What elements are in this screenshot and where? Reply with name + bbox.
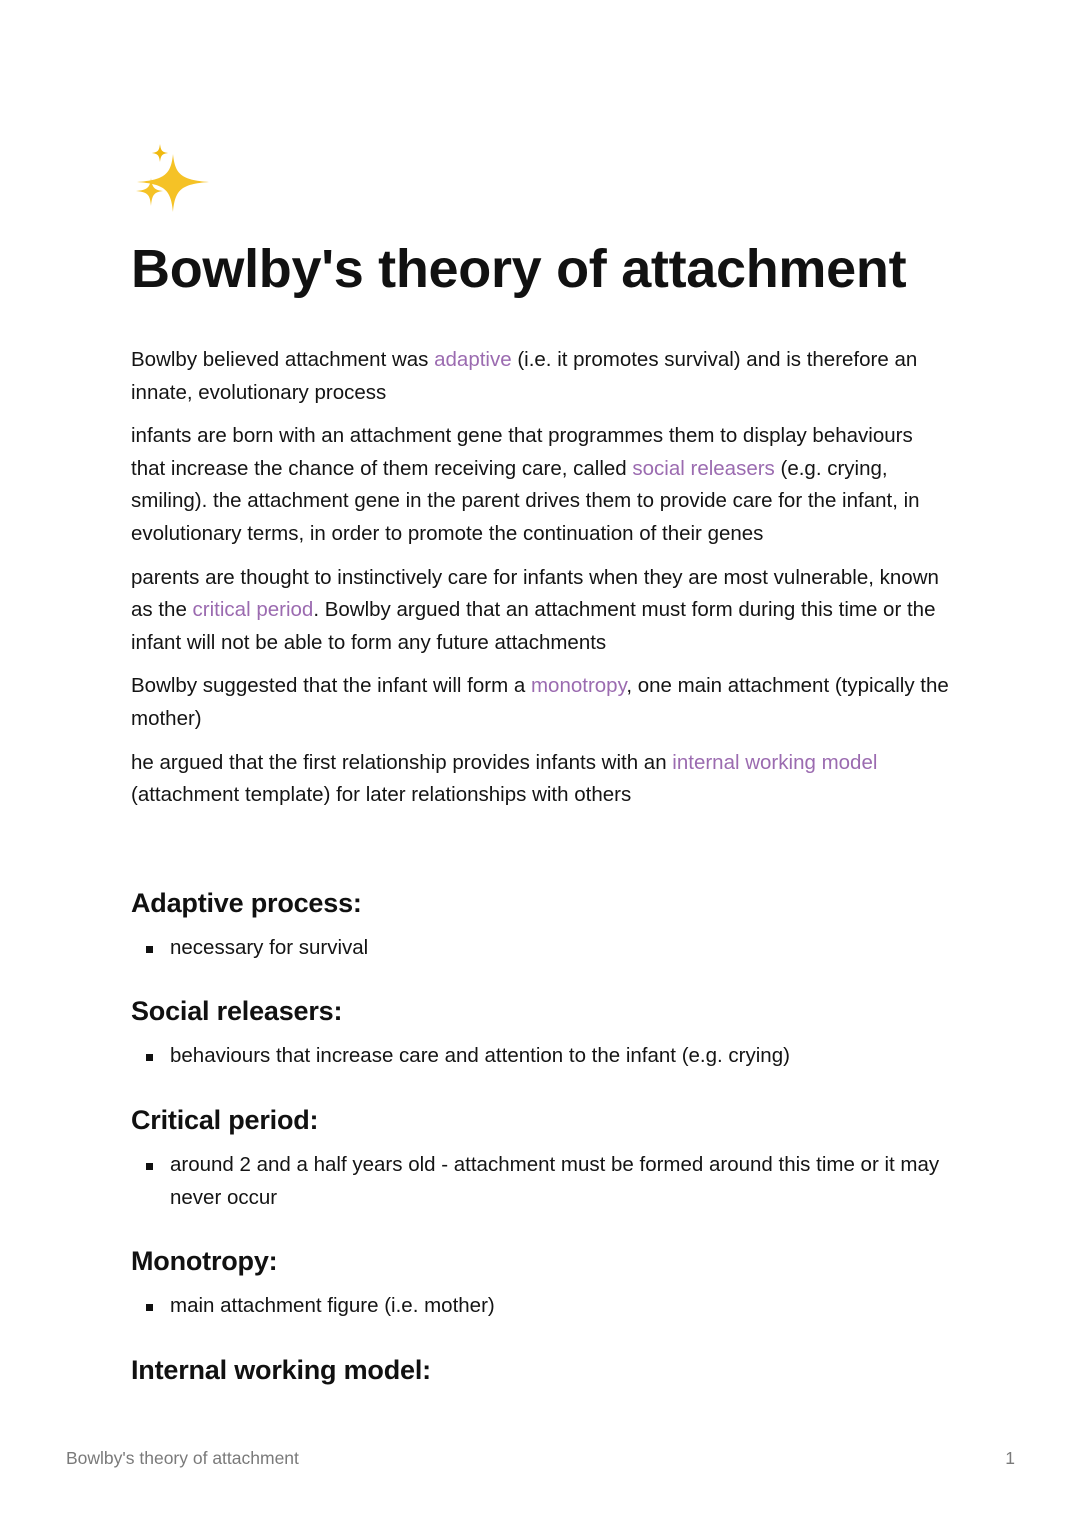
section-heading: Internal working model: [131, 1354, 431, 1385]
bullet-list [131, 1149, 951, 1214]
paragraph-text: Bowlby suggested that the infant will form a [131, 674, 531, 698]
paragraph-text: (e.g. crying, smiling). the attachment gene in the parent drives them to provide care for the infant, in evolutionary terms, in order to promote the continuation of their genes [131, 456, 920, 545]
square-bullet-icon [146, 946, 153, 953]
highlighted-term: monotropy [530, 674, 627, 698]
section-heading: Monotropy: [131, 1246, 278, 1277]
bullet-text: around 2 and a half years old - attachment must be formed around this time or it may never occur [170, 1152, 940, 1209]
section-heading: Social releasers: [131, 996, 343, 1027]
bullet-text: behaviours that increase care and attention to the infant (e.g. crying) [170, 1044, 790, 1068]
square-bullet-icon [146, 1054, 153, 1061]
bullet-item [131, 1149, 951, 1214]
paragraph-text: (attachment template) for later relationships with others [131, 783, 632, 807]
highlighted-term: critical period [192, 598, 314, 622]
paragraph-text: parents are thought to instinctively care for infants when they are most vulnerable, known as the [131, 565, 939, 622]
bullet-item [131, 1040, 951, 1073]
body-paragraph [131, 562, 951, 660]
highlighted-term: internal working model [672, 750, 878, 774]
paragraph-text: he argued that the first relationship provides infants with an [131, 750, 673, 774]
section-heading: Adaptive process: [131, 887, 362, 918]
bullet-list [131, 932, 951, 965]
highlighted-term: adaptive [434, 348, 512, 371]
page-content [131, 140, 951, 1387]
paragraph-text: Bowlby believed attachment was [131, 348, 435, 371]
bullet-text: main attachment figure (i.e. mother) [170, 1294, 495, 1318]
body-paragraph [131, 670, 951, 735]
bullet-item [131, 1290, 951, 1323]
section-heading: Critical period: [131, 1104, 319, 1135]
body-paragraph [131, 747, 951, 812]
paragraph-text: , one main attachment (typically the mother) [131, 674, 949, 730]
square-bullet-icon [146, 1304, 153, 1311]
paragraph-text: (i.e. it promotes survival) and is therefore an innate, evolutionary process [131, 348, 918, 404]
paragraph-text: infants are born with an attachment gene that programmes them to display behaviours that increase the chance of them receiving care, called [131, 424, 913, 480]
body-paragraph [131, 420, 951, 550]
definitions-section [131, 886, 951, 1387]
sparkles-icon [131, 140, 211, 220]
bullet-list [131, 1040, 951, 1073]
page-title: Bowlby's theory of attachment [131, 239, 907, 299]
bullet-list [131, 1290, 951, 1323]
bullet-item [131, 932, 951, 965]
body-text [131, 344, 951, 812]
bullet-text: necessary for survival [170, 935, 369, 959]
paragraph-text: . Bowlby argued that an attachment must form during this time or the infant will not be able to form any future attachments [131, 598, 936, 654]
page-number: 1 [1005, 1448, 1015, 1468]
square-bullet-icon [146, 1163, 153, 1170]
footer-title: Bowlby's theory of attachment [66, 1448, 299, 1468]
body-paragraph [131, 344, 951, 409]
highlighted-term: social releasers [632, 456, 775, 480]
